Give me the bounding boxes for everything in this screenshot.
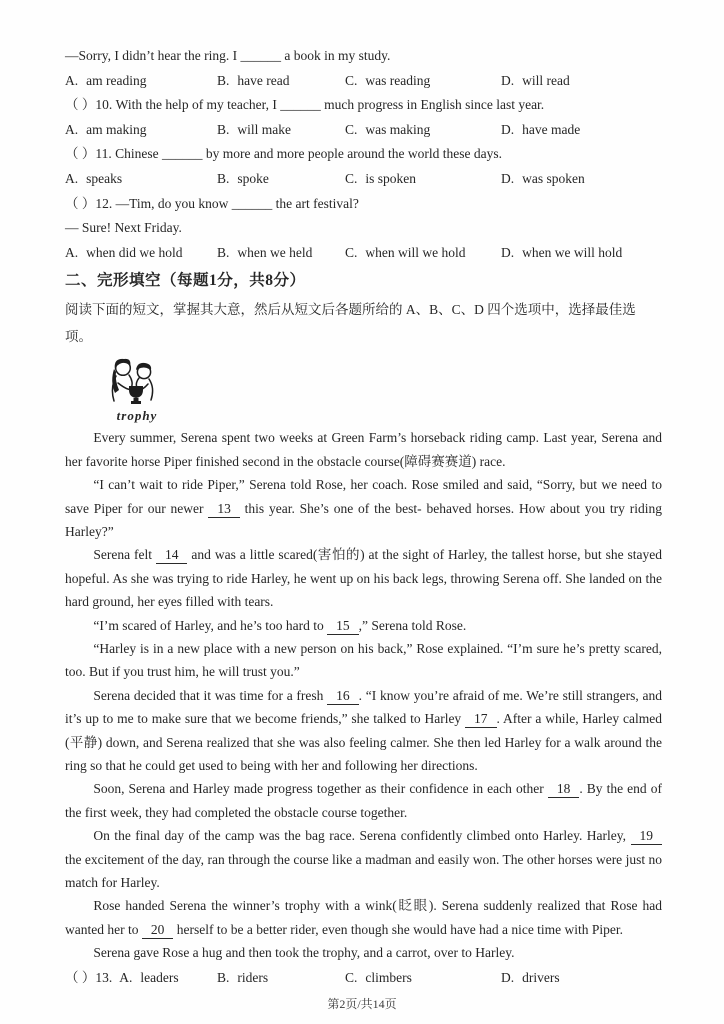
option-d [501, 966, 662, 991]
option-text: am reading [86, 72, 147, 88]
option-label: A. [65, 170, 79, 186]
option-a [65, 966, 217, 991]
passage-paragraph: Rose handed Serena the winner’s trophy with a wink(眨眼). Serena suddenly realized that Rose had wanted her to 20 herself to be a better rider, even though she would have had a nice time with Piper. [65, 898, 662, 937]
option-label: B. [217, 170, 230, 186]
question-number-prefix: （ ）13. [65, 969, 113, 985]
option-label: D. [501, 244, 515, 260]
trophy-caption: trophy [116, 408, 158, 424]
option-c [345, 69, 501, 94]
option-text: will make [237, 121, 292, 137]
cloze-blank-16: 16 [327, 687, 359, 705]
cloze-blank-15: 15 [327, 617, 359, 635]
cloze-blank-19: 19 [631, 827, 663, 845]
dialog-line-q12-reply: — Sure! Next Friday. [65, 220, 182, 236]
option-label: B. [217, 244, 230, 260]
cloze-blank-18: 18 [548, 780, 580, 798]
option-c [345, 118, 501, 143]
option-label: D. [501, 72, 515, 88]
question-13-options-row [65, 966, 662, 991]
option-d [501, 241, 662, 266]
passage-paragraph: Serena decided that it was time for a fresh 16 . “I know you’re afraid of me. We’re still strangers, and it’s up to me to make sure that we become friends,” she talked to Harley 17 . After a while, Harley calmed (平静) down, and Serena realized that she was also feeling calmer. She then led Harley for a walk around the ring so that he could get used to being with her and following her directions. [65, 687, 662, 774]
question-stem-10: （ ）10. With the help of my teacher, I ______ much progress in English since last year. [65, 97, 545, 113]
option-label: A. [65, 72, 79, 88]
passage-paragraph: “Harley is in a new place with a new person on his back,” Rose explained. “I’m sure he’s pretty scared, too. But if you trust him, he will trust you.” [65, 641, 662, 680]
option-d [501, 118, 662, 143]
trophy-drawing-icon [98, 356, 176, 408]
option-text: was spoken [522, 170, 585, 186]
option-label: D. [501, 170, 515, 186]
option-label: A. [65, 121, 79, 137]
cloze-passage [65, 426, 662, 964]
options-row-q11 [65, 167, 662, 192]
option-text: is spoken [365, 170, 417, 186]
option-b [217, 118, 345, 143]
options-row-q10 [65, 118, 662, 143]
option-label: C. [345, 969, 358, 985]
option-label: C. [345, 72, 358, 88]
cloze-blank-20: 20 [142, 921, 174, 939]
option-text: speaks [86, 170, 123, 186]
cloze-blank-13: 13 [208, 500, 240, 518]
passage-paragraph: Soon, Serena and Harley made progress together as their confidence in each other 18 . By the end of the first week, they had completed the obstacle course together. [65, 781, 662, 820]
option-text: leaders [140, 969, 179, 985]
option-text: when will we hold [365, 244, 466, 260]
option-a [65, 69, 217, 94]
option-label: D. [501, 969, 515, 985]
option-label: B. [217, 969, 230, 985]
page-footer: 第2页/共14页 [327, 997, 397, 1011]
passage-paragraph: Serena gave Rose a hug and then took the trophy, and a carrot, over to Harley. [93, 945, 515, 961]
trophy-illustration [93, 356, 181, 423]
option-c [345, 167, 501, 192]
option-label: B. [217, 72, 230, 88]
option-text: drivers [522, 969, 560, 985]
options-row-q9 [65, 69, 662, 94]
option-label: C. [345, 244, 358, 260]
option-label: D. [501, 121, 515, 137]
cloze-blank-17: 17 [465, 710, 497, 728]
option-text: have read [237, 72, 290, 88]
question-stem-12: （ ）12. —Tim, do you know ______ the art festival? [65, 195, 359, 211]
option-text: was reading [365, 72, 431, 88]
dialog-line-q9: —Sorry, I didn’t hear the ring. I ______ a book in my study. [65, 48, 391, 63]
passage-paragraph: Serena felt 14 and was a little scared(害怕的) at the sight of Harley, the tallest horse, but she stayed hopeful. As she was trying to ride Harley, he went up on his back legs, throwing Serena off. She landed on the hard ground, her eyes filled with tears. [65, 547, 662, 610]
option-b [217, 241, 345, 266]
section-instruction: 阅读下面的短文，掌握其大意，然后从短文后各题所给的 A、B、C、D 四个选项中，选择最佳选项。 [65, 302, 636, 345]
option-c [345, 241, 501, 266]
option-d [501, 167, 662, 192]
passage-paragraph: “I can’t wait to ride Piper,” Serena told Rose, her coach. Rose smiled and said, “Sorry, but we need to save Piper for our newer 13 this year. She’s one of the best- behaved horses. How about you try riding Harley?” [65, 477, 662, 539]
option-text: when did we hold [86, 244, 183, 260]
cloze-blank-14: 14 [156, 546, 188, 564]
option-text: climbers [365, 969, 412, 985]
option-text: riders [237, 969, 269, 985]
option-b [217, 966, 345, 991]
option-a [65, 167, 217, 192]
option-label: A. [65, 244, 79, 260]
passage-paragraph: “I’m scared of Harley, and he’s too hard to 15 ,” Serena told Rose. [93, 617, 467, 633]
option-a [65, 118, 217, 143]
option-text: was making [365, 121, 431, 137]
option-text: have made [522, 121, 581, 137]
grammar-questions-section [65, 44, 662, 265]
question-stem-11: （ ）11. Chinese ______ by more and more people around the world these days. [65, 146, 503, 162]
passage-paragraph: On the final day of the camp was the bag race. Serena confidently climbed onto Harley. Harley, 19 the excitement of the day, ran through the course like a madman and easily won. The other horses were just no match for Harley. [65, 828, 662, 891]
section-heading: 二、完形填空（每题1分，共8分） [65, 272, 306, 290]
passage-paragraph: Every summer, Serena spent two weeks at Green Farm’s horseback riding camp. Last year, Serena and her favorite horse Piper finished second in the obstacle course(障碍赛赛道) race. [65, 430, 662, 469]
option-label: A. [119, 969, 133, 985]
option-label: C. [345, 170, 358, 186]
option-text: am making [86, 121, 147, 137]
option-c [345, 966, 501, 991]
option-b [217, 69, 345, 94]
page-content [65, 44, 662, 990]
option-text: when we held [237, 244, 313, 260]
options-row-q12 [65, 241, 662, 266]
option-text: when we will hold [522, 244, 623, 260]
option-text: spoke [237, 170, 269, 186]
option-d [501, 69, 662, 94]
option-b [217, 167, 345, 192]
option-a [65, 241, 217, 266]
option-text: will read [522, 72, 570, 88]
option-label: B. [217, 121, 230, 137]
option-label: C. [345, 121, 358, 137]
